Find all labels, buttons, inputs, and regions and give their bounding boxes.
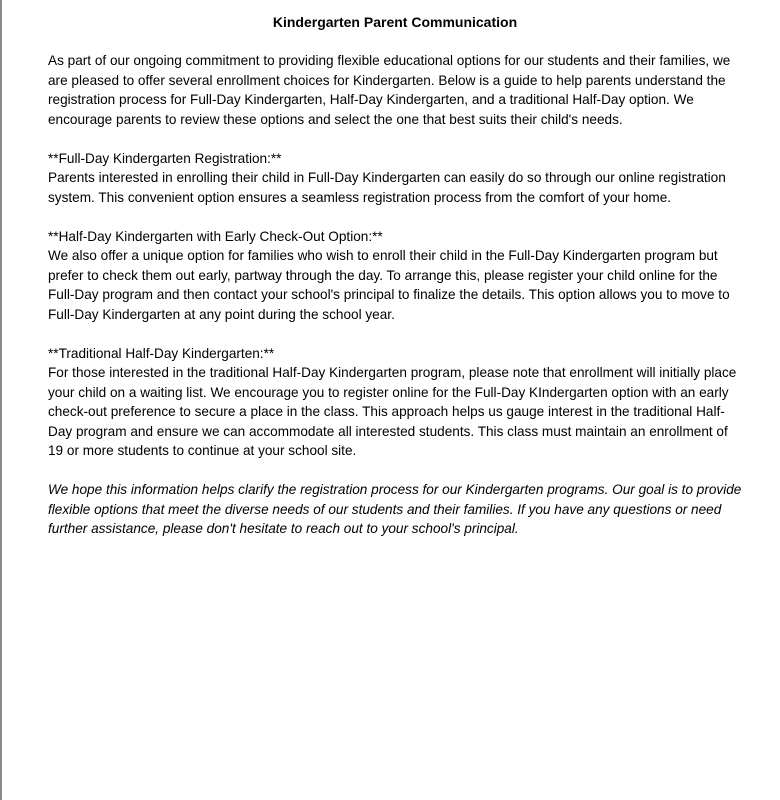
section-heading: **Traditional Half-Day Kindergarten:**	[48, 345, 275, 361]
section-body: We also offer a unique option for families who wish to enroll their child in the Full-Day Kindergarten program but prefer to check them out early, partway through the day. To arrange this, please register your child online for the Full-Day program and then contact your school's principal to finalize the details. This option allows you to move to Full-Day Kindergarten at any point during the school year.	[48, 248, 730, 322]
section-body: For those interested in the traditional Half-Day Kindergarten program, please note that enrollment will initially place your child on a waiting list. We encourage you to register online for the Full-Day KIndergarten option with an early check-out preference to secure a place in the class. This approach helps us gauge interest in the traditional Half-Day program and ensure we can accommodate all interested students. This class must maintain an enrollment of 19 or more students to continue at your school site.	[48, 365, 737, 458]
intro-paragraph: As part of our ongoing commitment to providing flexible educational options for our students and their families, we are pleased to offer several enrollment choices for Kindergarten. Below is a guide to help parents understand the registration process for Full-Day Kindergarten, Half-Day Kindergarten, and a traditional Half-Day option. We encourage parents to review these options and select the one that best suits their child's needs.	[48, 53, 731, 127]
section-heading: **Full-Day Kindergarten Registration:**	[48, 150, 282, 166]
page-left-edge	[0, 0, 2, 800]
section-body: Parents interested in enrolling their child in Full-Day Kindergarten can easily do so through our online registration system. This convenient option ensures a seamless registration process from the comfort of your home.	[48, 170, 726, 205]
section-full-day	[48, 149, 742, 208]
section-traditional-half-day	[48, 344, 742, 461]
section-heading: **Half-Day Kindergarten with Early Check-Out Option:**	[48, 228, 383, 244]
section-half-day-early-checkout	[48, 227, 742, 325]
document-title: Kindergarten Parent Communication	[272, 14, 518, 30]
closing-paragraph: We hope this information helps clarify the registration process for our Kindergarten programs. Our goal is to provide flexible options that meet the diverse needs of our students and their families. If you have any questions or need further assistance, please don't hesitate to reach out to your school's principal.	[48, 482, 742, 536]
document-page	[48, 12, 742, 558]
